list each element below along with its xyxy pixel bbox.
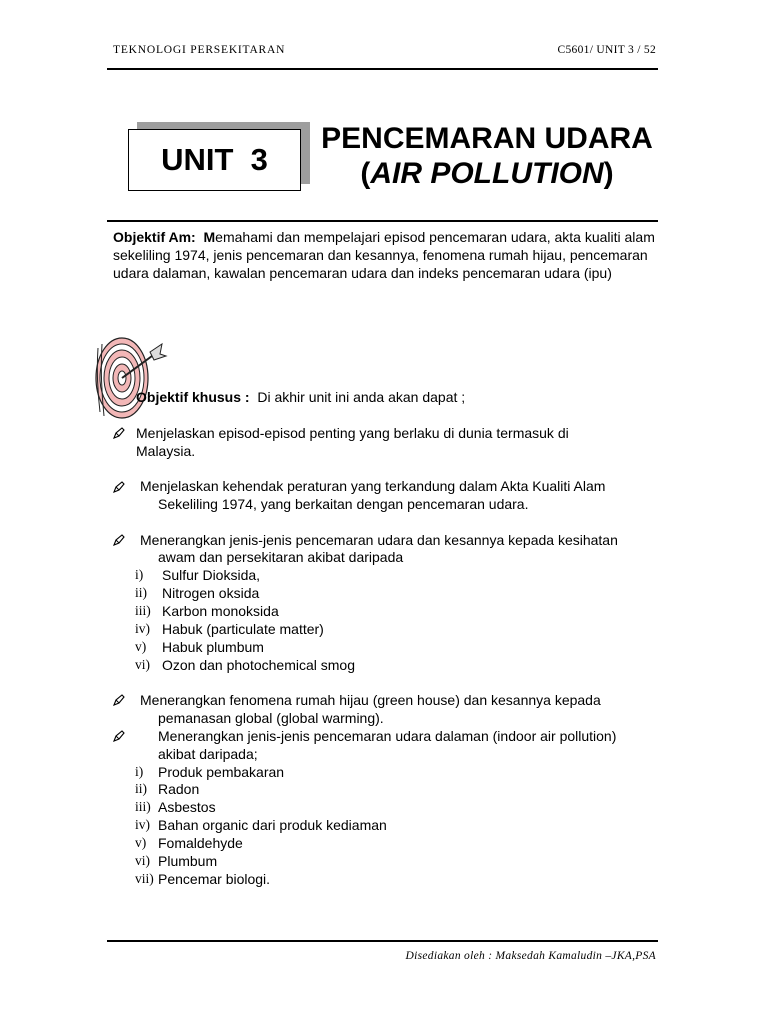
pencil-bullet-icon — [113, 534, 125, 546]
footer-credit: Disediakan oleh : Maksedah Kamaludin –JKA,PSA — [405, 950, 656, 962]
list-item-number: iii) — [135, 799, 151, 814]
list-item-number: v) — [135, 835, 147, 850]
list-item-number: ii) — [135, 585, 147, 600]
pencil-bullet-icon — [113, 730, 125, 742]
list-item-number: i) — [135, 567, 144, 582]
list-item: Radon — [158, 781, 200, 797]
list-item: Fomaldehyde — [158, 835, 243, 851]
list-item-number: iv) — [135, 817, 150, 832]
list-item: Habuk plumbum — [162, 639, 264, 655]
objektif-khusus-label: Objektif khusus : — [136, 389, 250, 405]
bullet-5-line-2: akibat daripada; — [158, 746, 258, 762]
title-rule — [107, 220, 658, 222]
list-item-number: vi) — [135, 657, 150, 672]
bullet-2-line-2: Sekeliling 1974, yang berkaitan dengan pencemaran udara. — [158, 496, 529, 512]
dartboard-target-icon — [76, 332, 172, 424]
header-rule — [107, 68, 658, 70]
pencil-bullet-icon — [113, 427, 125, 439]
list-item: Ozon dan photochemical smog — [162, 657, 355, 673]
running-header-right: C5601/ UNIT 3 / 52 — [557, 44, 656, 56]
objektif-khusus-line: Objektif khusus : Di akhir unit ini anda akan dapat ; — [136, 389, 466, 405]
unit-label-box: UNIT 3 — [128, 129, 301, 191]
bullet-3-line-1: Menerangkan jenis-jenis pencemaran udara dan kesannya kepada kesihatan — [140, 532, 618, 548]
list-item: Nitrogen oksida — [162, 585, 260, 601]
list-item: Bahan organic dari produk kediaman — [158, 817, 387, 833]
pencil-bullet-icon — [113, 481, 125, 493]
list-item-number: v) — [135, 639, 147, 654]
list-item-number: iv) — [135, 621, 150, 636]
list-item: Asbestos — [158, 799, 216, 815]
list-item-number: i) — [135, 764, 144, 779]
page-subtitle: (AIR POLLUTION) — [360, 157, 614, 190]
list-item-number: vii) — [135, 871, 154, 886]
running-header-left: TEKNOLOGI PERSEKITARAN — [113, 44, 286, 56]
list-item: Karbon monoksida — [162, 603, 279, 619]
list-item: Sulfur Dioksida, — [162, 567, 261, 583]
pencil-bullet-icon — [113, 694, 125, 706]
list-item: Produk pembakaran — [158, 764, 285, 780]
list-item: Habuk (particulate matter) — [162, 621, 324, 637]
page-title: PENCEMARAN UDARA — [321, 122, 653, 155]
list-item-number: vi) — [135, 853, 150, 868]
list-item-number: ii) — [135, 781, 147, 796]
objektif-am-label: Objektif Am: — [113, 229, 196, 245]
bullet-3-line-2: awam dan persekitaran akibat daripada — [158, 549, 404, 565]
list-item-number: iii) — [135, 603, 151, 618]
bullet-4-line-1: Menerangkan fenomena rumah hijau (green house) dan kesannya kepada — [140, 692, 601, 708]
bullet-2-line-1: Menjelaskan kehendak peraturan yang terkandung dalam Akta Kualiti Alam — [140, 478, 606, 494]
bullet-5-line-1: Menerangkan jenis-jenis pencemaran udara dalaman (indoor air pollution) — [158, 728, 617, 744]
bullet-1-line-1: Menjelaskan episod-episod penting yang berlaku di dunia termasuk di — [136, 425, 569, 441]
bullet-1-line-2: Malaysia. — [136, 443, 196, 459]
objektif-am-paragraph: Objektif Am: Memahami dan mempelajari episod pencemaran udara, akta kualiti alam sekeliling 1974, jenis pencemaran dan kesannya, fenomena rumah hijau, pencemaran udara dalaman, kawalan pencemaran udara dan indeks pencemaran udara (ipu) — [113, 229, 655, 281]
list-item: Pencemar biologi. — [158, 871, 271, 887]
footer-rule — [107, 940, 658, 942]
bullet-4-line-2: pemanasan global (global warming). — [158, 710, 384, 726]
list-item: Plumbum — [158, 853, 218, 869]
